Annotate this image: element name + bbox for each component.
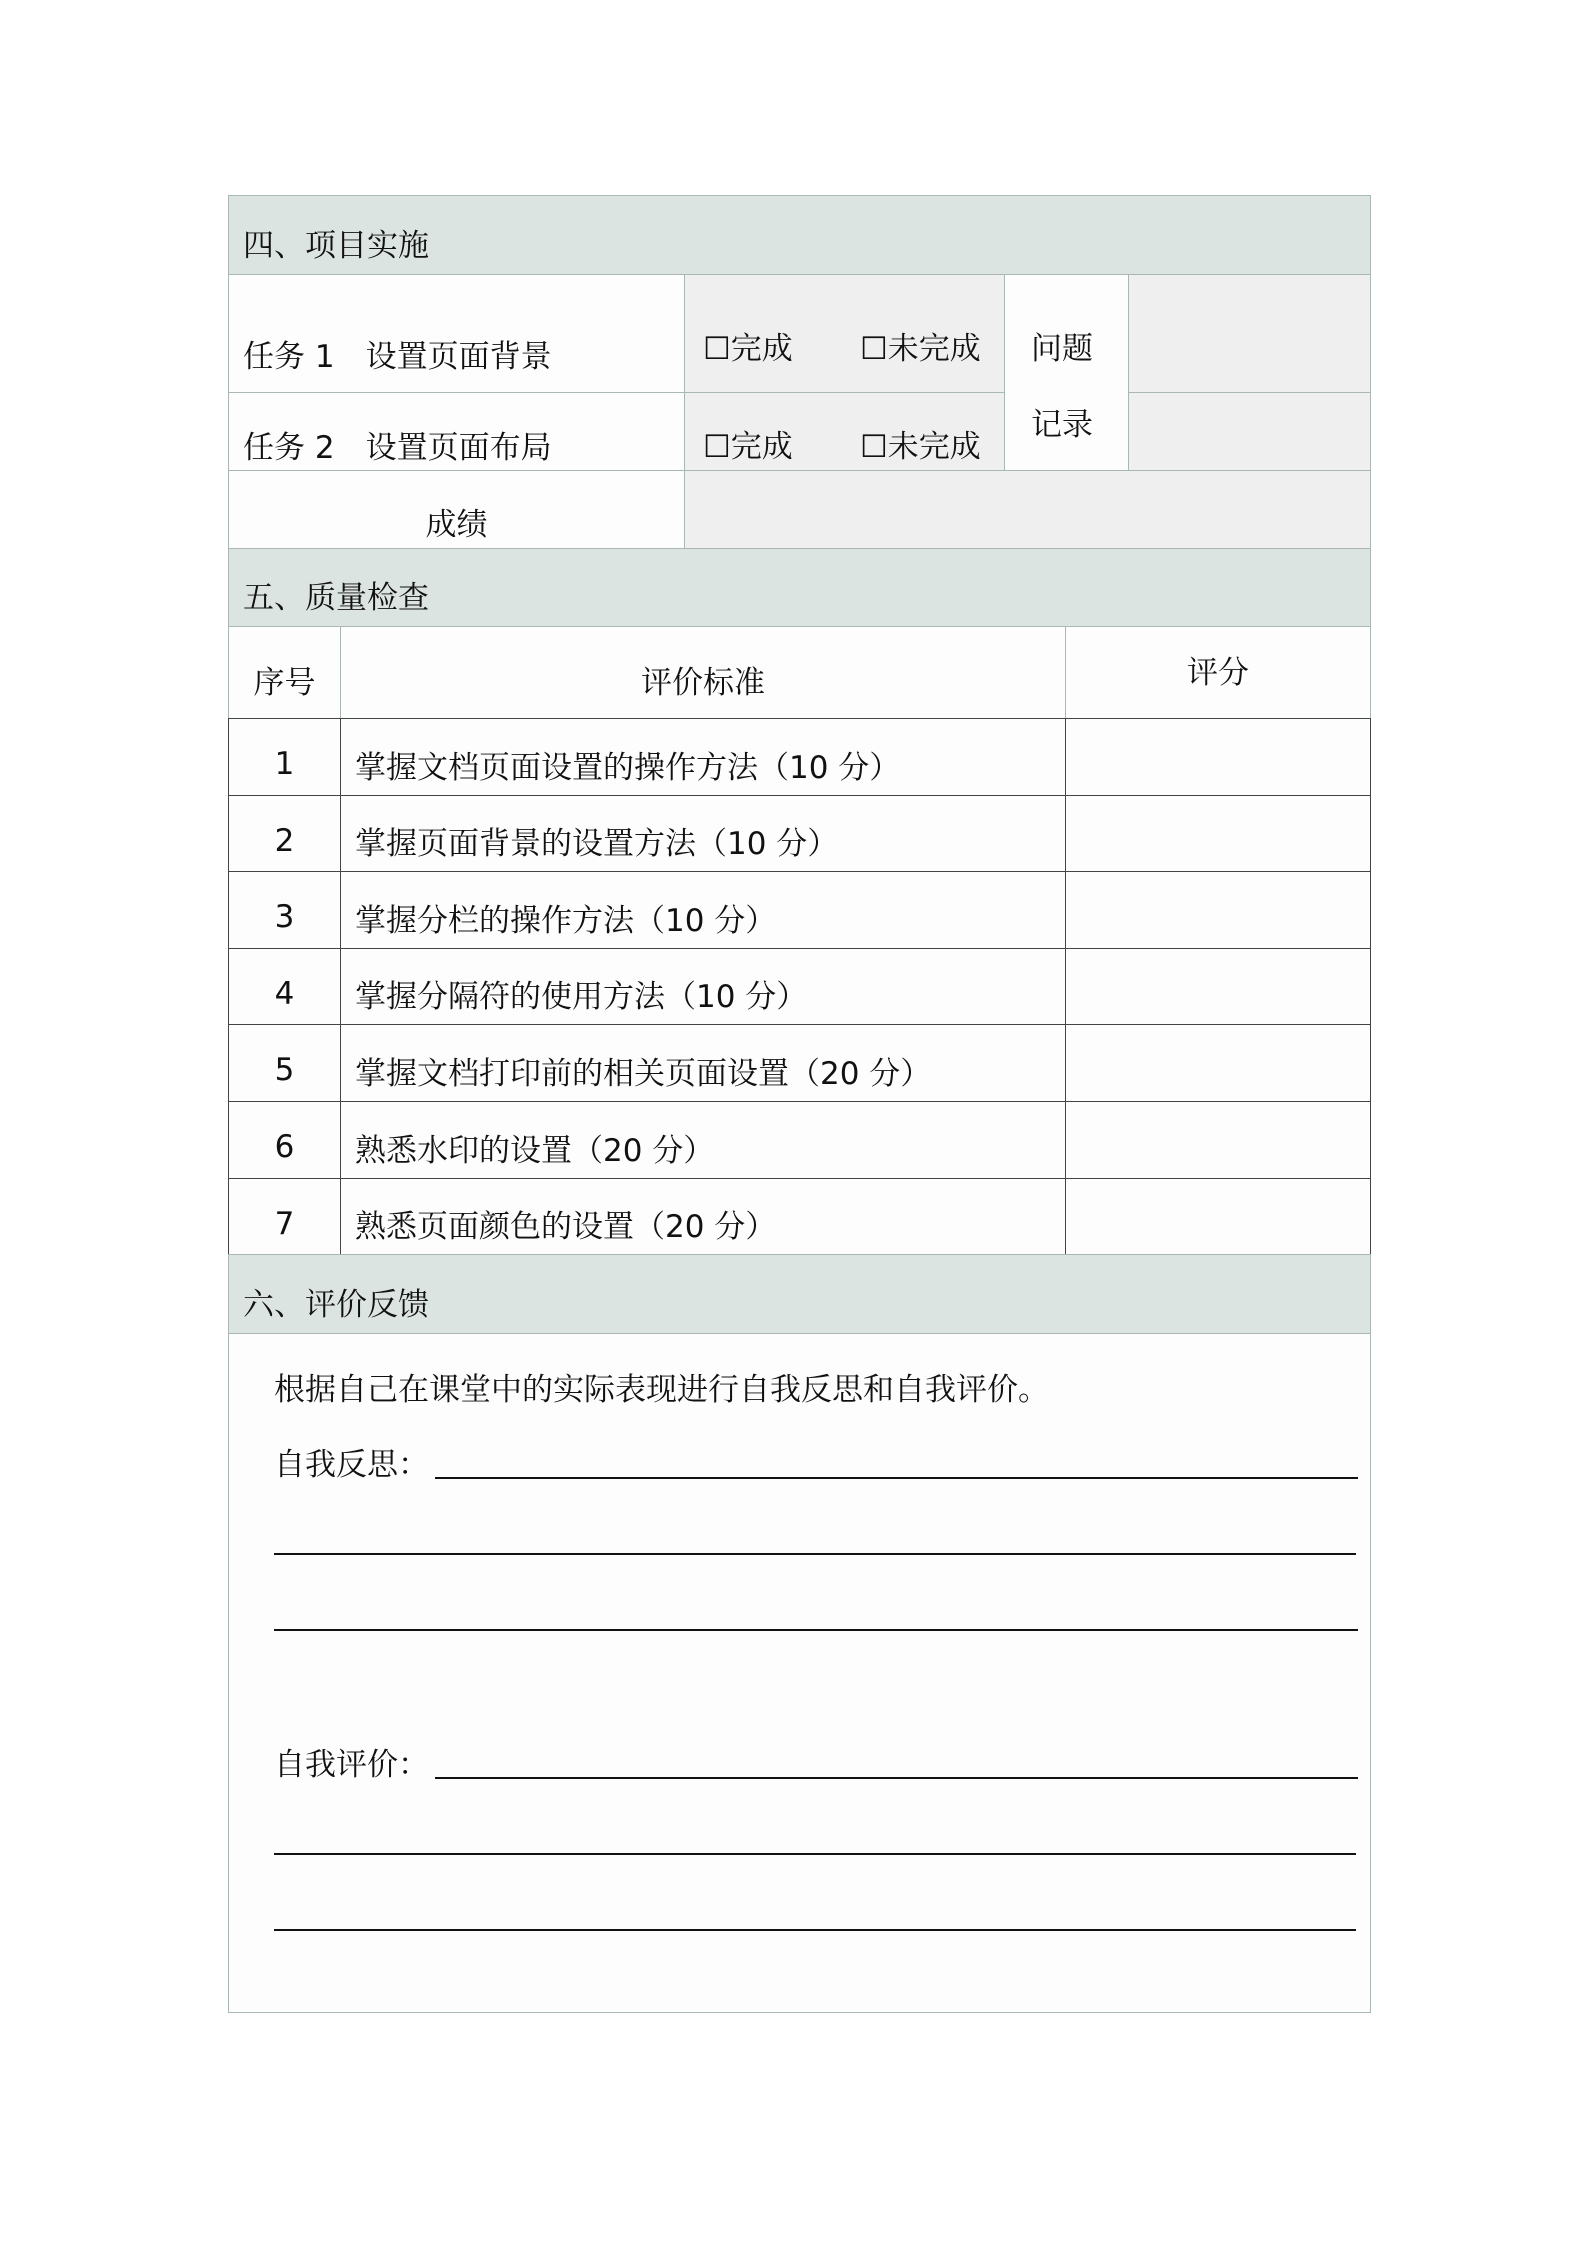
criterion-cell [340,718,1066,796]
score-field[interactable] [684,470,1371,549]
criterion-text: 掌握文档打印前的相关页面设置（20 分） [355,1055,932,1092]
score-input-cell[interactable] [1065,718,1371,796]
score-label-cell [228,470,685,549]
section4-header [228,195,1371,275]
criterion-text: 掌握分隔符的使用方法（10 分） [355,979,808,1016]
score-label: 成绩 [425,507,488,543]
task-1-status-cell [684,274,1005,393]
criterion-cell [340,948,1066,1026]
criterion-text: 掌握文档页面设置的操作方法（10 分） [355,749,901,786]
reflection-line-1[interactable] [435,1477,1358,1479]
evaluation-line-3[interactable] [274,1929,1356,1931]
column-header: 序号 [253,665,316,701]
score-input-cell[interactable] [1065,1101,1371,1179]
undone-checkbox[interactable]: ☐未完成 [860,331,981,367]
score-input-cell[interactable] [1065,795,1371,873]
section5-header [228,548,1371,627]
intro-text: 根据自己在课堂中的实际表现进行自我反思和自我评价。 [274,1372,1049,1408]
row-number-cell [228,948,341,1026]
row-number-cell [228,871,341,949]
criterion-cell [340,1101,1066,1179]
evaluation-line-2[interactable] [274,1853,1356,1855]
score-input-cell[interactable] [1065,1024,1371,1102]
evaluation-line-1[interactable] [435,1777,1358,1779]
task-label: 任务 1 设置页面背景 [243,339,552,375]
issue-1-field[interactable] [1128,274,1371,393]
done-checkbox[interactable]: ☐完成 [703,331,793,367]
evaluation-label: 自我评价： [274,1747,429,1783]
section-title: 五、质量检查 [243,580,429,616]
issue-2-field[interactable] [1128,392,1371,471]
criterion-cell [340,871,1066,949]
column-header: 评分 [1187,655,1249,691]
column-header: 评价标准 [641,665,765,701]
criterion-text: 熟悉页面颜色的设置（20 分） [355,1209,777,1246]
criterion-text: 熟悉水印的设置（20 分） [355,1132,715,1169]
task-2-label-cell [228,392,685,471]
header-criterion [340,626,1066,719]
issue-label: 问题 [1031,331,1093,367]
criterion-cell [340,1024,1066,1102]
task-1-label-cell [228,274,685,393]
row-number: 2 [274,822,295,859]
task-label: 任务 2 设置页面布局 [243,430,552,466]
issue-label: 记录 [1031,407,1093,443]
reflection-line-2[interactable] [274,1553,1356,1555]
score-input-cell[interactable] [1065,948,1371,1026]
header-no [228,626,341,719]
score-input-cell[interactable] [1065,1178,1371,1256]
header-score [1065,626,1371,719]
row-number: 6 [274,1129,295,1165]
issue-label-cell [1004,274,1129,471]
reflection-label: 自我反思： [274,1447,429,1483]
row-number-cell [228,1024,341,1102]
score-input-cell[interactable] [1065,871,1371,949]
row-number-cell [228,1101,341,1179]
criterion-text: 掌握页面背景的设置方法（10 分） [355,826,839,863]
row-number-cell [228,795,341,873]
criterion-cell [340,1178,1066,1256]
row-number-cell [228,1178,341,1256]
row-number: 4 [274,975,295,1012]
undone-checkbox[interactable]: ☐未完成 [860,429,981,465]
done-checkbox[interactable]: ☐完成 [703,429,793,465]
criterion-cell [340,795,1066,873]
row-number: 5 [274,1052,295,1089]
section-title: 六、评价反馈 [243,1286,429,1323]
reflection-line-3[interactable] [274,1629,1358,1631]
feedback-body [228,1333,1371,2013]
row-number: 7 [274,1205,295,1242]
section6-header [228,1254,1371,1334]
criterion-text: 掌握分栏的操作方法（10 分） [355,902,777,939]
task-2-status-cell [684,392,1005,471]
row-number-cell [228,718,341,796]
row-number: 1 [274,746,295,782]
row-number: 3 [274,899,295,936]
section-title: 四、项目实施 [243,227,429,264]
